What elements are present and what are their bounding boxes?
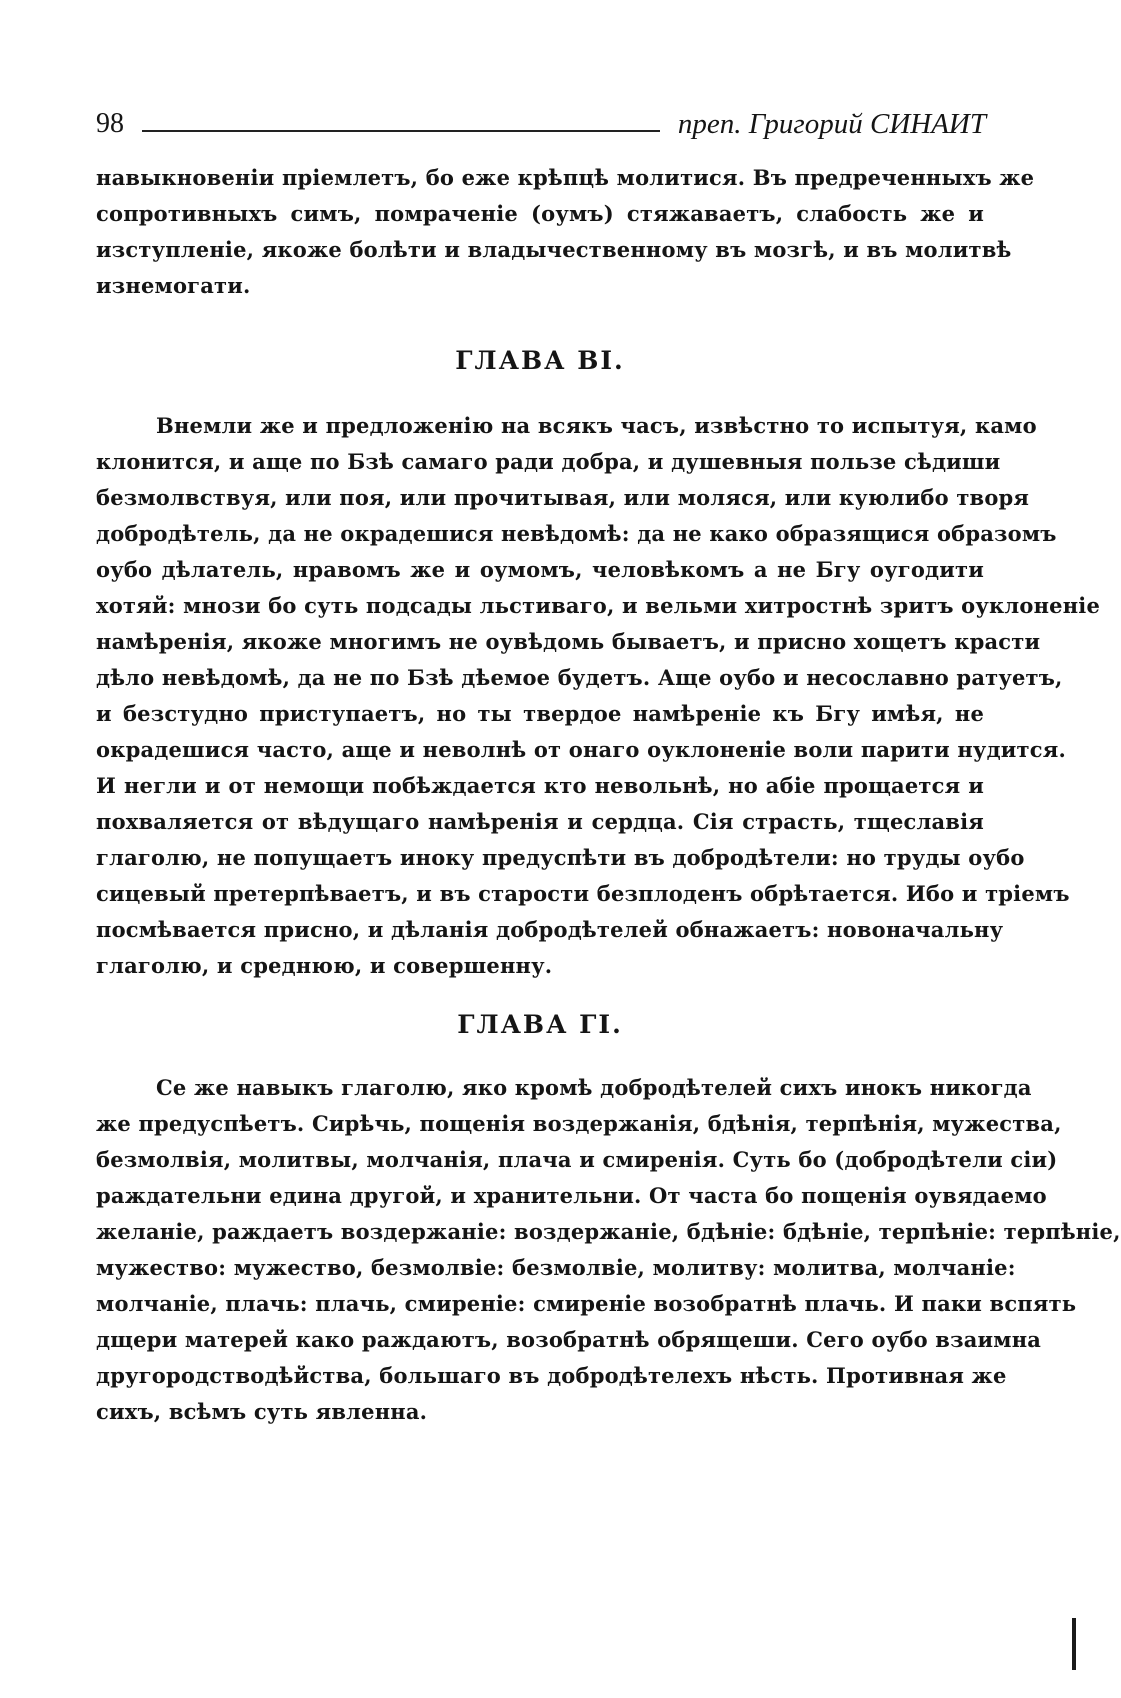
text-line: сопротивныхъ симъ, помраченіе (оумъ) стяжаваетъ, слабость же и: [96, 201, 984, 226]
header-rule: [142, 130, 660, 132]
chapter-13-paragraph: [96, 1070, 1121, 1430]
text-line: добродѣтель, да не окрадешися невѣдомѣ: да не како образящися образомъ: [96, 521, 1057, 546]
text-line: посмѣвается присно, и дѣланія добродѣтелей обнажаетъ: новоначальну: [96, 917, 1004, 942]
text-line: окрадешися часто, аще и неволнѣ от онаго оуклоненіе воли парити нудится.: [96, 737, 1066, 762]
page-number: 98: [96, 108, 124, 139]
text-line: Внемли же и предложенію на всякъ часъ, извѣстно то испытуя, камо: [156, 413, 1037, 438]
text-line: молчаніе, плачь: плачь, смиреніе: смиреніе возобратнѣ плачь. И паки вспять: [96, 1291, 1077, 1316]
text-line: мужество: мужество, безмолвіе: безмолвіе, молитву: молитва, молчаніе:: [96, 1255, 1016, 1280]
chapter-12-heading: ГЛАВА ВІ.: [455, 346, 625, 375]
text-line: похваляется от вѣдущаго намѣренія и сердца. Сія страсть, тщеславія: [96, 809, 984, 834]
text-line: хотяй: мнози бо суть подсады льстиваго, и вельми хитростнѣ зритъ оуклоненіе: [96, 593, 1101, 618]
text-line: дщери матерей како раждаютъ, возобратнѣ обрящеши. Сего оубо взаимна: [96, 1327, 1042, 1352]
text-line: глаголю, и среднюю, и совершенну.: [96, 953, 553, 978]
text-line: желаніе, раждаетъ воздержаніе: воздержаніе, бдѣніе: бдѣніе, терпѣніе: терпѣніе,: [96, 1219, 1121, 1244]
text-line: безмолвствуя, или поя, или прочитывая, или моляся, или куюлибо творя: [96, 485, 1030, 510]
text-line: намѣренія, якоже многимъ не оувѣдомь бываетъ, и присно хощетъ красти: [96, 629, 1041, 654]
text-line: навыкновеніи пріемлетъ, бо еже крѣпцѣ молитися. Въ предреченныхъ же: [96, 165, 1035, 190]
text-line: клонится, и аще по Бзѣ самаго ради добра, и душевныя пользе сѣдиши: [96, 449, 1001, 474]
running-title: преп. Григорий СИНАИТ: [677, 107, 986, 140]
chapter-12-paragraph: [96, 408, 1101, 984]
text-line: другородстводѣйства, большаго въ добродѣтелехъ нѣсть. Противная же: [96, 1363, 1007, 1388]
text-line: безмолвія, молитвы, молчанія, плача и смиренія. Суть бо (добродѣтели сіи): [96, 1147, 1058, 1172]
text-line: дѣло невѣдомѣ, да не по Бзѣ дѣемое будетъ. Аще оубо и несославно ратуетъ,: [96, 665, 1063, 690]
text-line: сицевый претерпѣваетъ, и въ старости безплоденъ обрѣтается. Ибо и тріемъ: [96, 881, 1070, 906]
text-line: оубо дѣлатель, нравомъ же и оумомъ, человѣкомъ а не Бгу оугодити: [96, 557, 984, 582]
chapter-13-heading: ГЛАВА ГІ.: [457, 1010, 623, 1039]
text-line: же предуспѣетъ. Сирѣчь, пощенія воздержанія, бдѣнія, терпѣнія, мужества,: [96, 1111, 1062, 1136]
text-line: изнемогати.: [96, 273, 251, 298]
scan-edge-mark: [1072, 1618, 1076, 1670]
running-head: [96, 104, 986, 144]
text-line: изступленіе, якоже болѣти и владычественному въ мозгѣ, и въ молитвѣ: [96, 237, 1012, 262]
text-line: сихъ, всѣмъ суть явленна.: [96, 1399, 428, 1424]
text-line: И негли и от немощи побѣждается кто невольнѣ, но абіе прощается и: [96, 773, 984, 798]
text-line: и безстудно приступаетъ, но ты твердое намѣреніе къ Бгу имѣя, не: [96, 701, 984, 726]
text-line: глаголю, не попущаетъ иноку предуспѣти въ добродѣтели: но труды оубо: [96, 845, 1025, 870]
text-line: Се же навыкъ глаголю, яко кромѣ добродѣтелей сихъ инокъ никогда: [156, 1075, 1032, 1100]
text-line: раждательни едина другой, и хранительни. От часта бо пощенія оувядаемо: [96, 1183, 1047, 1208]
intro-paragraph: [96, 160, 1035, 304]
